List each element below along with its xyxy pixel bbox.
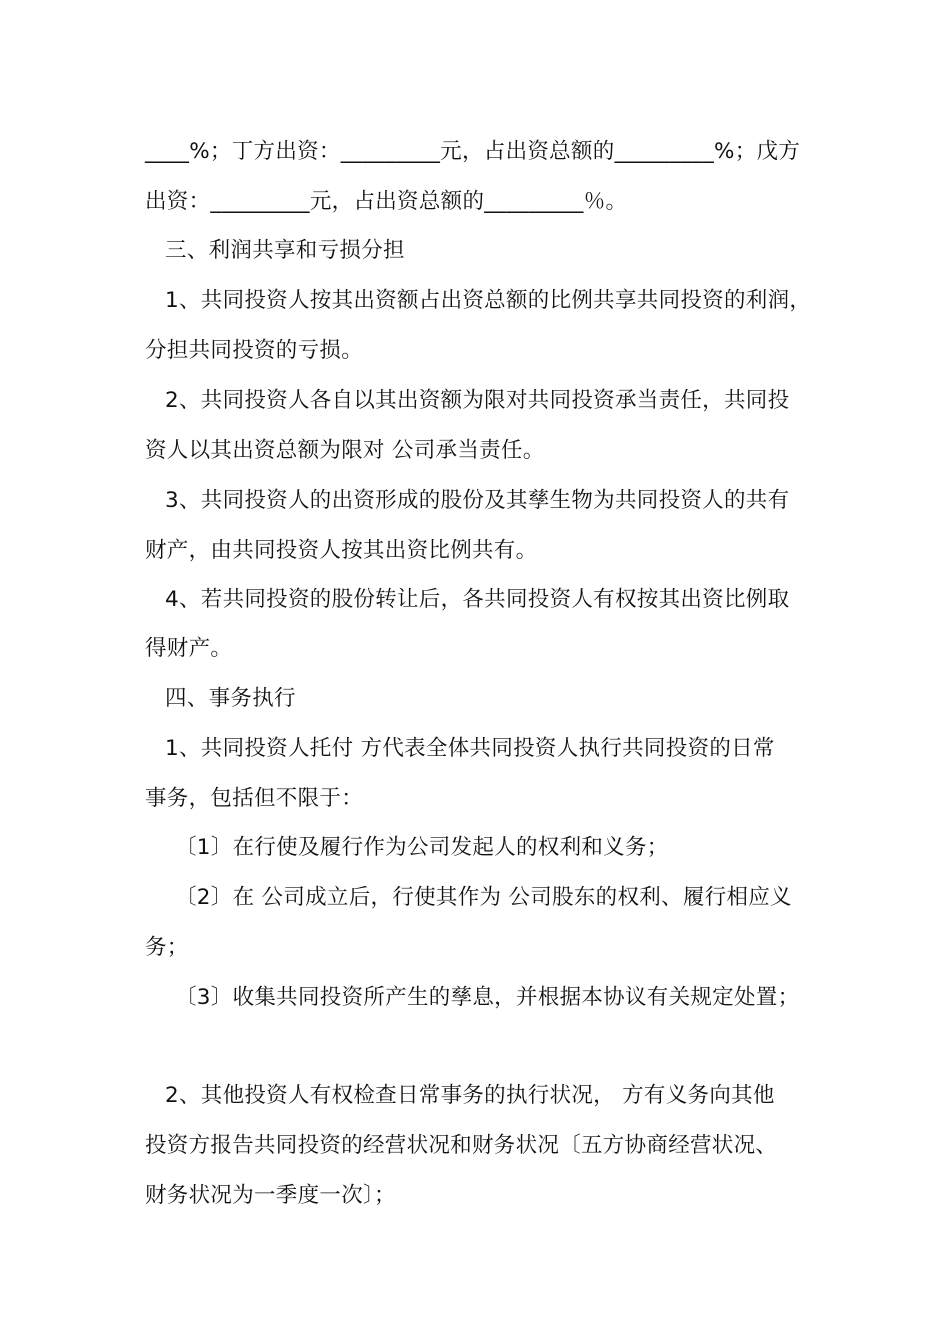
paragraph-line-6: 2、共同投资人各自以其出资额为限对共同投资承当责任，共同投 <box>165 388 790 413</box>
section-heading-affairs: 四、事务执行 <box>165 686 296 711</box>
paragraph-line-10: 4、若共同投资的股份转让后，各共同投资人有权按其出资比例取 <box>165 587 790 612</box>
paragraph-line-7: 资人以其出资总额为限对 公司承当责任。 <box>145 438 545 463</box>
paragraph-line-14: 事务，包括但不限于： <box>145 786 364 811</box>
paragraph-line-13: 1、共同投资人托付 方代表全体共同投资人执行共同投资的日常 <box>165 736 775 761</box>
paragraph-line-1: ____%；丁方出资：_________元，占出资总额的_________%；戊方 <box>145 139 801 164</box>
list-item-3: 〔3〕收集共同投资所产生的孳息，并根据本协议有关规定处置； <box>175 985 800 1010</box>
paragraph-line-19: 2、其他投资人有权检查日常事务的执行状况， 方有义务向其他 <box>165 1083 775 1108</box>
paragraph-line-20: 投资方报告共同投资的经营状况和财务状况〔五方协商经营状况、 <box>145 1133 778 1158</box>
paragraph-line-11: 得财产。 <box>145 636 233 661</box>
paragraph-line-2: 出资：_________元，占出资总额的_________％。 <box>145 189 628 214</box>
list-item-2: 〔2〕在 公司成立后，行使其作为 公司股东的权利、履行相应义 <box>175 885 792 910</box>
paragraph-line-9: 财产，由共同投资人按其出资比例共有。 <box>145 538 538 563</box>
paragraph-line-5: 分担共同投资的亏损。 <box>145 338 364 363</box>
paragraph-line-21: 财务状况为一季度一次〕； <box>145 1183 396 1208</box>
paragraph-line-4: 1、共同投资人按其出资额占出资总额的比例共享共同投资的利润， <box>165 288 812 313</box>
list-item-1: 〔1〕在行使及履行作为公司发起人的权利和义务； <box>175 835 669 860</box>
paragraph-line-8: 3、共同投资人的出资形成的股份及其孳生物为共同投资人的共有 <box>165 488 790 513</box>
list-item-2-continued: 务； <box>145 935 189 960</box>
section-heading-profit-loss: 三、利润共享和亏损分担 <box>165 238 405 263</box>
